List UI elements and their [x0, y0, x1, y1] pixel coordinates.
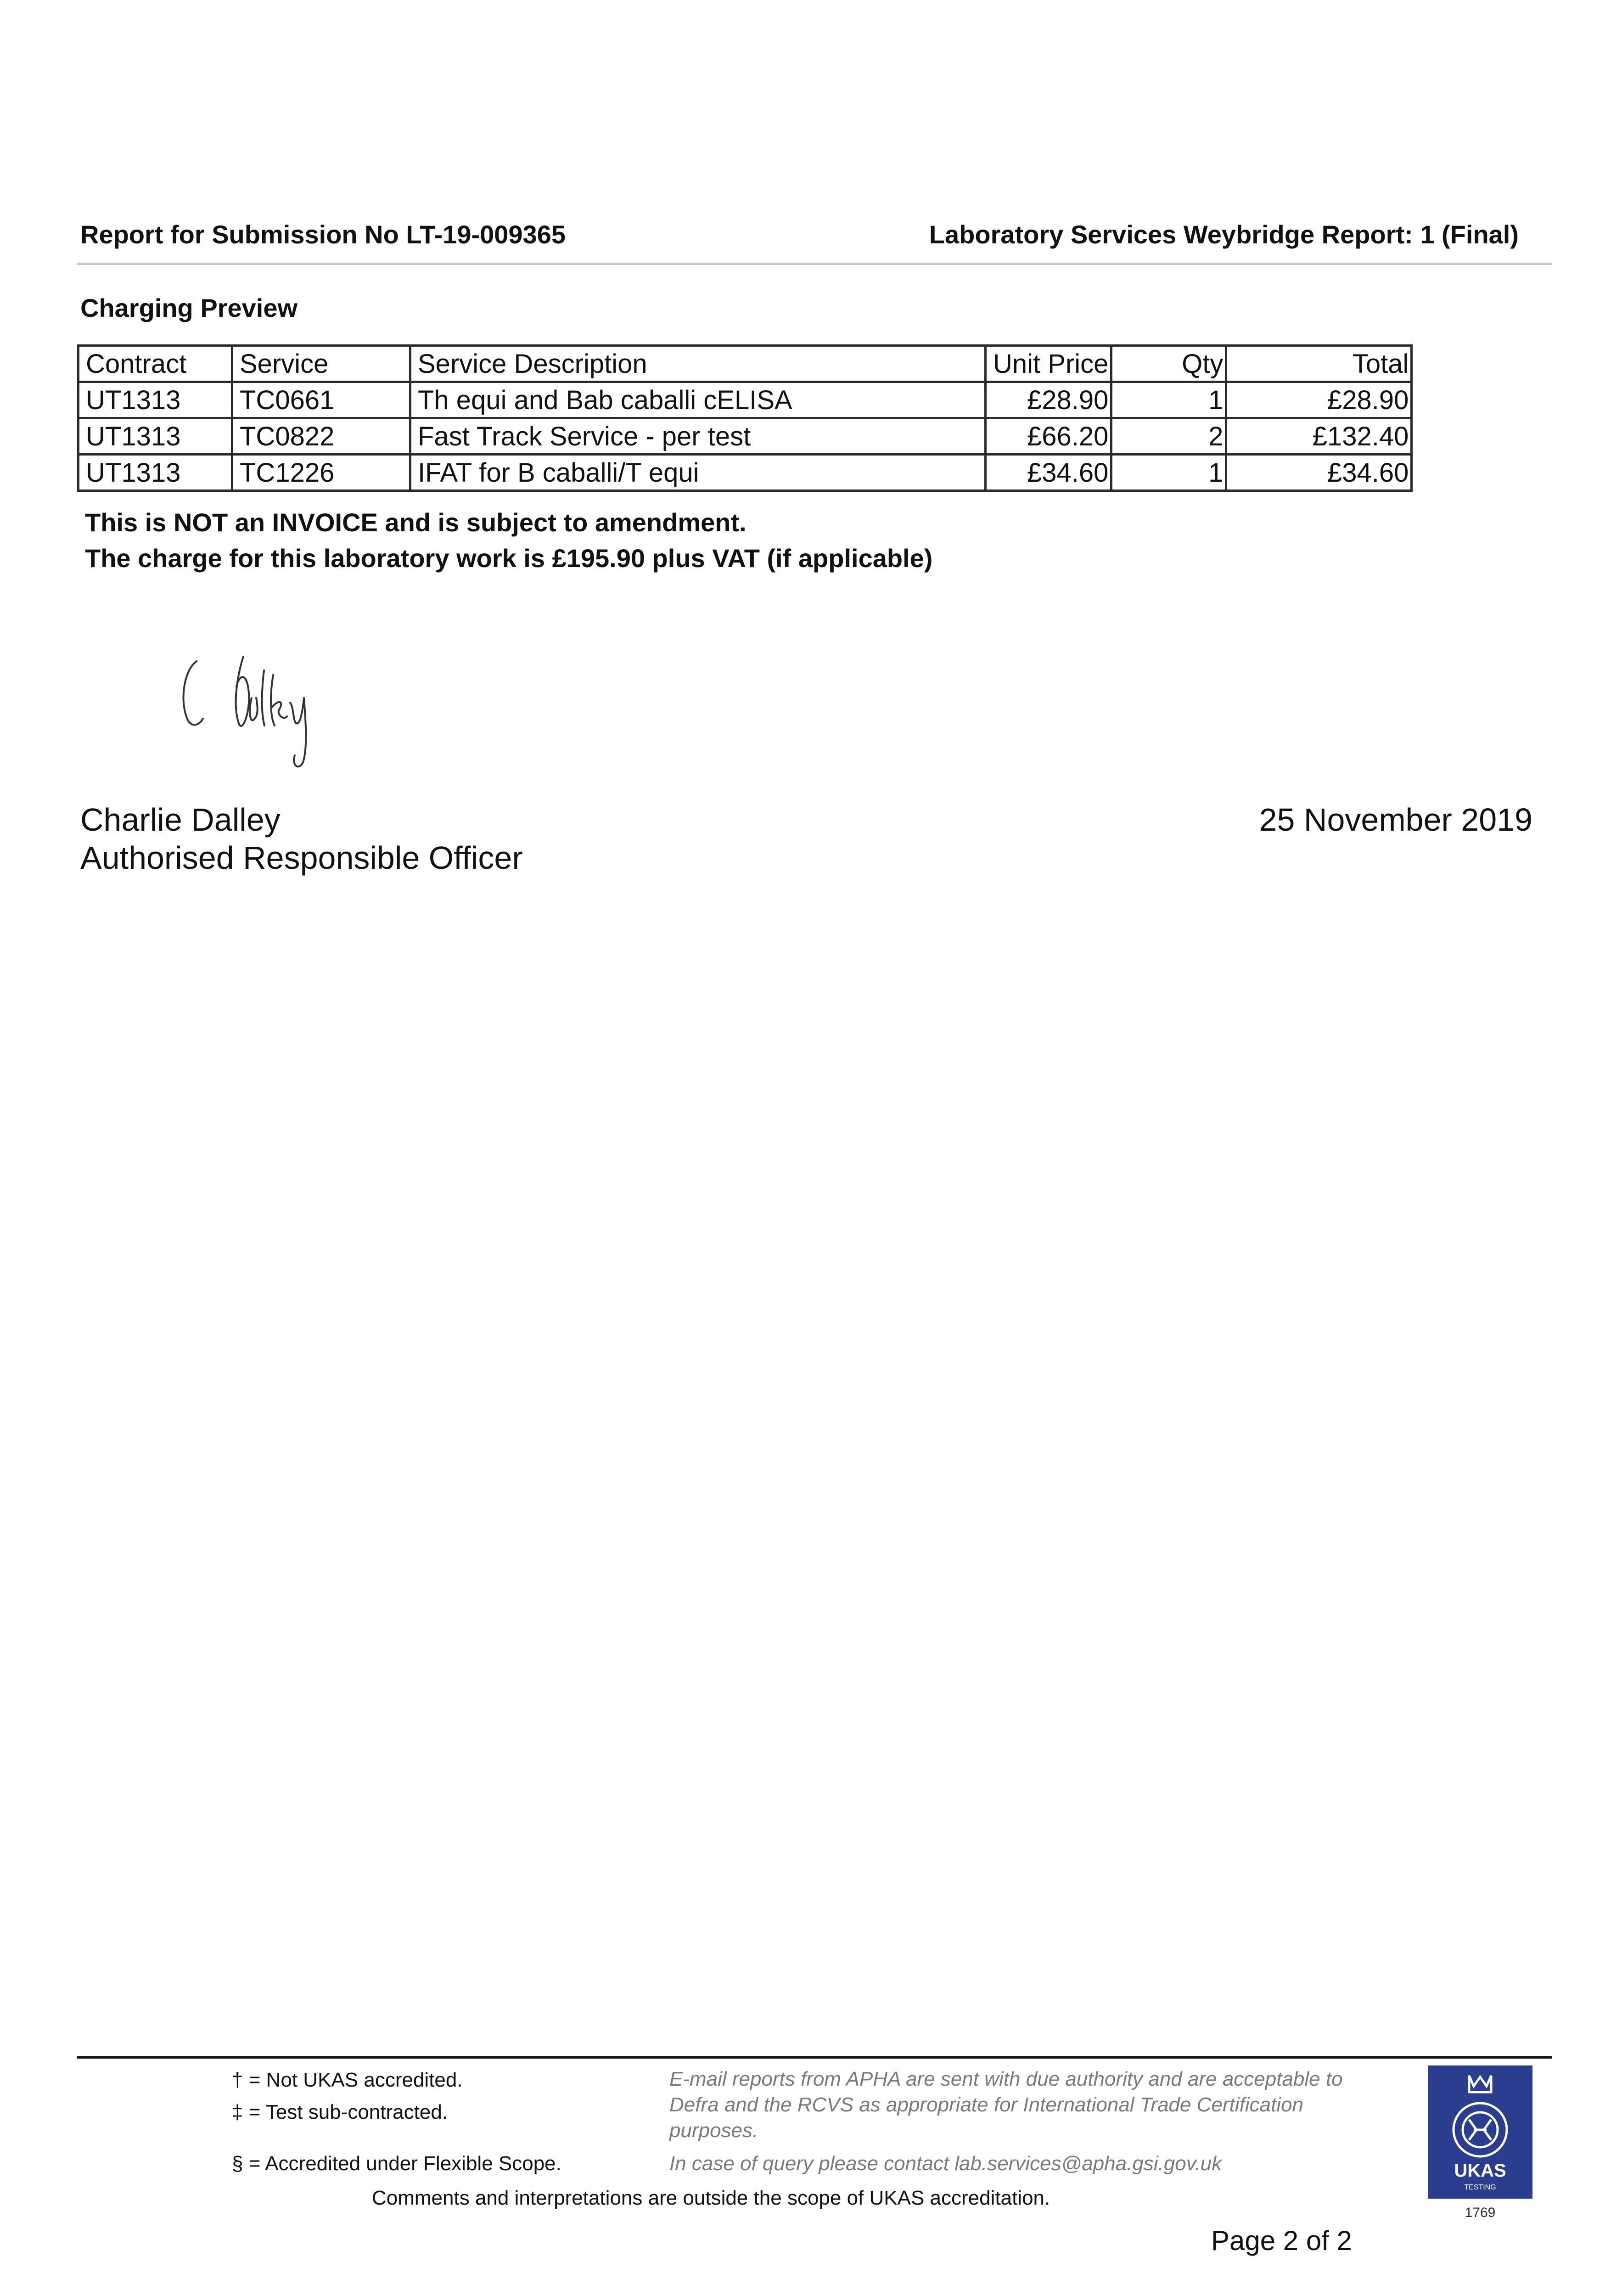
total-cell: £28.90	[1226, 382, 1412, 418]
column-header: Contract	[79, 346, 232, 382]
column-header: Total	[1226, 346, 1412, 382]
key-not-accredited: † = Not UKAS accredited.	[232, 2069, 463, 2091]
ukas-number: 1769	[1465, 2205, 1496, 2220]
charging-table	[77, 344, 1413, 492]
email-reports-note: E-mail reports from APHA are sent with due authority and are acceptable to Defra and the RCVS as appropriate for International Trade Certification purposes.	[669, 2068, 1343, 2142]
report-submission-number: Report for Submission No LT-19-009365	[80, 220, 566, 249]
key-flexible-scope: § = Accredited under Flexible Scope.	[232, 2152, 561, 2175]
not-invoice-notice: This is NOT an INVOICE and is subject to amendment.	[85, 508, 746, 537]
report-date: 25 November 2019	[1259, 802, 1532, 838]
ukas-text: UKAS	[1454, 2161, 1506, 2181]
table-row	[79, 455, 1412, 491]
ukas-testing-text: TESTING	[1464, 2183, 1496, 2191]
unit-price-cell: £34.60	[986, 455, 1111, 491]
query-contact-note: In case of query please contact lab.services@apha.gsi.gov.uk	[669, 2152, 1222, 2175]
signer-name: Charlie Dalley	[80, 802, 281, 838]
unit-price-cell: £66.20	[986, 418, 1111, 455]
contract-cell: UT1313	[79, 418, 232, 455]
ukas-accreditation-logo	[1428, 2065, 1532, 2224]
column-header: Unit Price	[986, 346, 1111, 382]
key-subcontracted: ‡ = Test sub-contracted.	[232, 2101, 448, 2123]
contract-cell: UT1313	[79, 455, 232, 491]
footer-divider	[77, 2056, 1552, 2059]
signer-title: Authorised Responsible Officer	[80, 840, 523, 876]
total-cell: £34.60	[1226, 455, 1412, 491]
service-cell: TC0822	[232, 418, 410, 455]
report-lab-title: Laboratory Services Weybridge Report: 1 (Final)	[929, 220, 1519, 249]
description-cell: Th equi and Bab caballi cELISA	[410, 382, 986, 418]
table-row	[79, 418, 1412, 455]
service-cell: TC1226	[232, 455, 410, 491]
table-header-row	[79, 346, 1412, 382]
header-divider	[77, 263, 1552, 265]
column-header: Qty	[1111, 346, 1226, 382]
accreditation-comments: Comments and interpretations are outside the scope of UKAS accreditation.	[372, 2187, 1050, 2209]
column-header: Service	[232, 346, 410, 382]
description-cell: Fast Track Service - per test	[410, 418, 986, 455]
total-cell: £132.40	[1226, 418, 1412, 455]
charge-total-notice: The charge for this laboratory work is £195.90 plus VAT (if applicable)	[85, 544, 933, 573]
column-header: Service Description	[410, 346, 986, 382]
page-number: Page 2 of 2	[1211, 2225, 1352, 2256]
qty-cell: 2	[1111, 418, 1226, 455]
unit-price-cell: £28.90	[986, 382, 1111, 418]
handwritten-signature	[170, 643, 335, 790]
description-cell: IFAT for B caballi/T equi	[410, 455, 986, 491]
service-cell: TC0661	[232, 382, 410, 418]
qty-cell: 1	[1111, 382, 1226, 418]
table-row	[79, 382, 1412, 418]
section-title: Charging Preview	[80, 293, 298, 322]
qty-cell: 1	[1111, 455, 1226, 491]
contract-cell: UT1313	[79, 382, 232, 418]
